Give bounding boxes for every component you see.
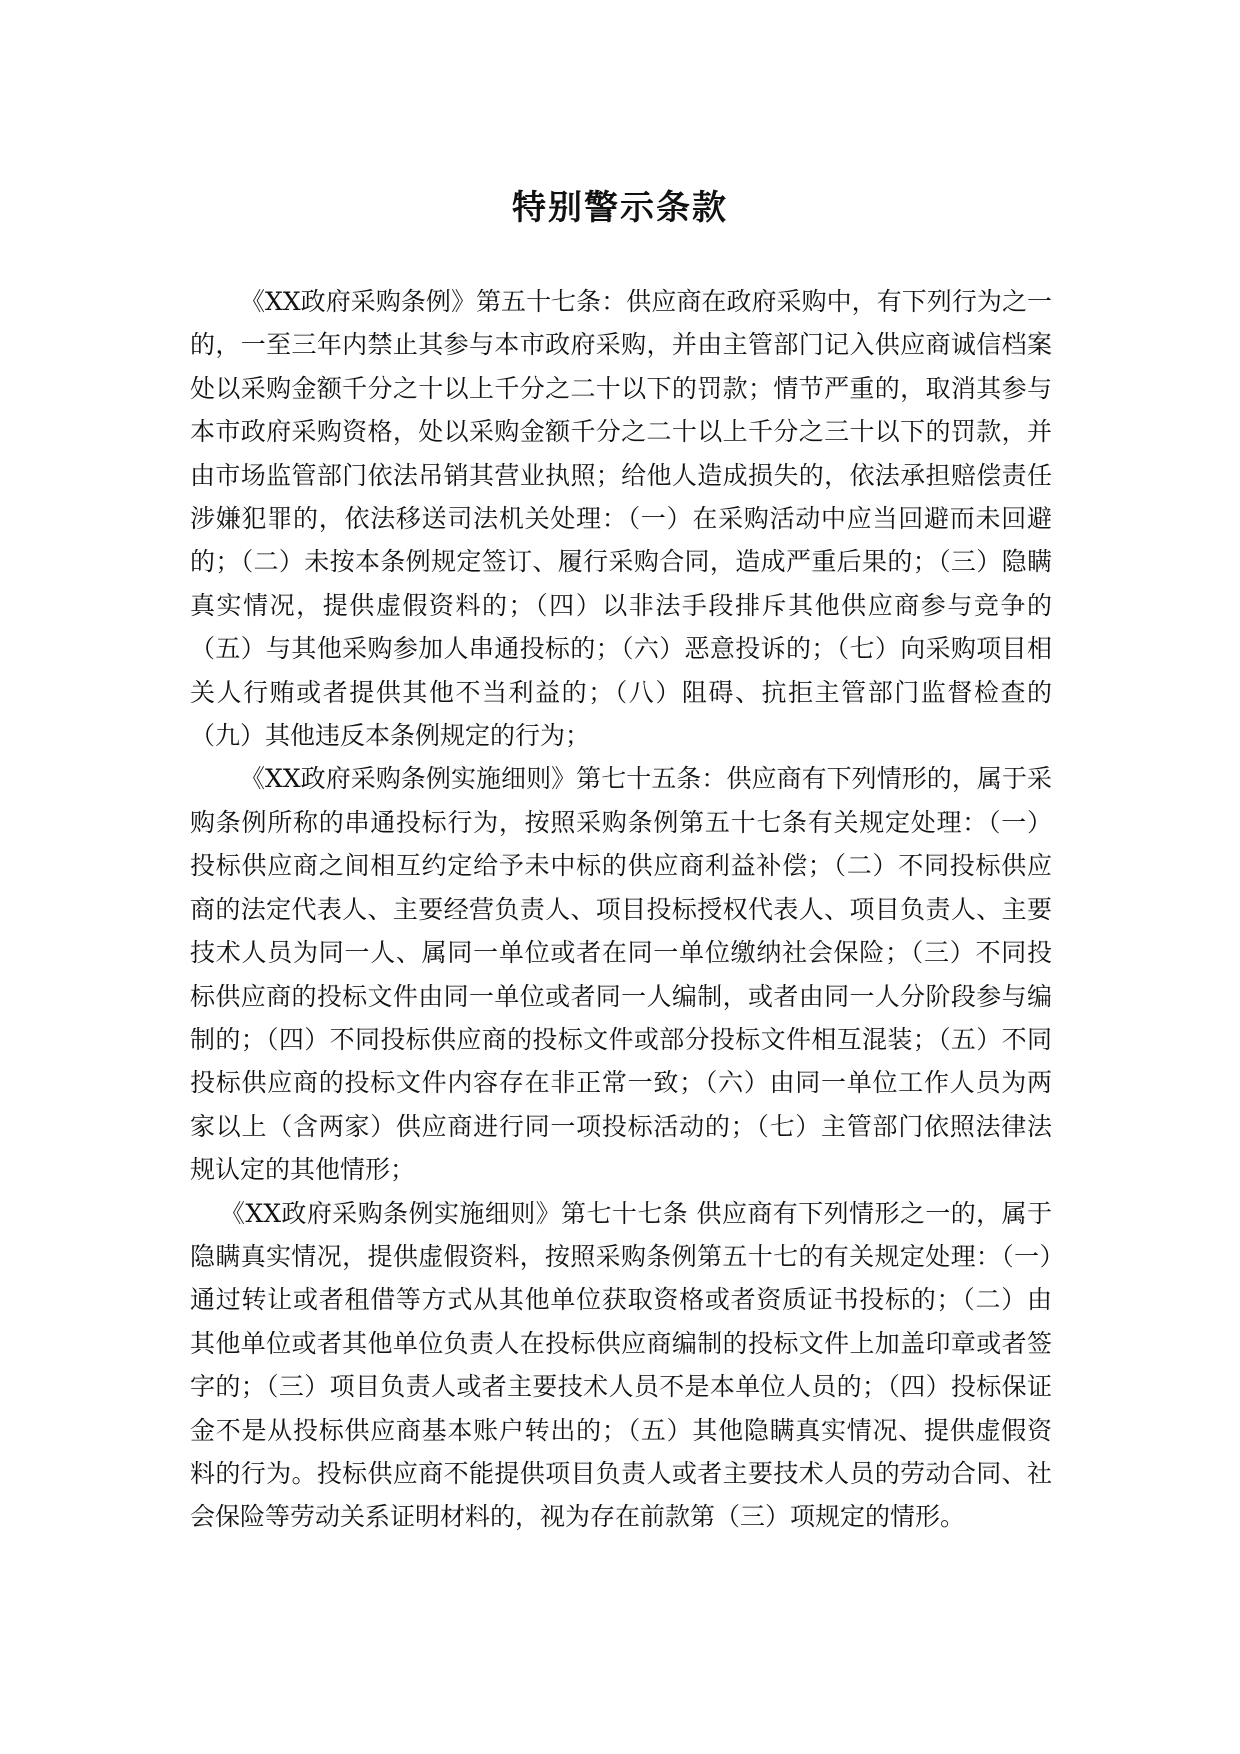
document-body	[190, 280, 1052, 1539]
clause-paragraph-77: 《XX政府采购条例实施细则》第七十七条 供应商有下列情形之一的，属于隐瞒真实情况，提供虚假资料，按照采购条例第五十七的有关规定处理：（一）通过转让或者租借等方式从其他单位获取资格或者资质证书投标的；（二）由其他单位或者其他单位负责人在投标供应商编制的投标文件上加盖印章或者签字的；（三）项目负责人或者主要技术人员不是本单位人员的；（四）投标保证金不是从投标供应商基本账户转出的；（五）其他隐瞒真实情况、提供虚假资料的行为。投标供应商不能提供项目负责人或者主要技术人员的劳动合同、社会保险等劳动关系证明材料的，视为存在前款第（三）项规定的情形。	[190, 1198, 1052, 1532]
clause-paragraph-57: 《XX政府采购条例》第五十七条：供应商在政府采购中，有下列行为之一的，一至三年内禁止其参与本市政府采购，并由主管部门记入供应商诚信档案处以采购金额千分之十以上千分之二十以下的罚款；情节严重的，取消其参与本市政府采购资格，处以采购金额千分之二十以上千分之三十以下的罚款，并由市场监管部门依法吊销其营业执照；给他人造成损失的，依法承担赔偿责任涉嫌犯罪的，依法移送司法机关处理：（一）在采购活动中应当回避而未回避的；（二）未按本条例规定签订、履行采购合同，造成严重后果的；（三）隐瞒真实情况，提供虚假资料的；（四）以非法手段排斥其他供应商参与竞争的（五）与其他采购参加人串通投标的；（六）恶意投诉的；（七）向采购项目相关人行贿或者提供其他不当利益的；（八）阻碍、抗拒主管部门监督检查的（九）其他违反本条例规定的行为；	[190, 287, 1052, 751]
page-title: 特别警示条款	[512, 188, 728, 228]
clause-paragraph-75: 《XX政府采购条例实施细则》第七十五条：供应商有下列情形的，属于采购条例所称的串通投标行为，按照采购条例第五十七条有关规定处理：（一）投标供应商之间相互约定给予未中标的供应商利益补偿；（二）不同投标供应商的法定代表人、主要经营负责人、项目投标授权代表人、项目负责人、主要技术人员为同一人、属同一单位或者在同一单位缴纳社会保险；（三）不同投标供应商的投标文件由同一单位或者同一人编制，或者由同一人分阶段参与编制的；（四）不同投标供应商的投标文件或部分投标文件相互混装；（五）不同投标供应商的投标文件内容存在非正常一致；（六）由同一单位工作人员为两家以上（含两家）供应商进行同一项投标活动的；（七）主管部门依照法律法规认定的其他情形；	[190, 764, 1052, 1185]
